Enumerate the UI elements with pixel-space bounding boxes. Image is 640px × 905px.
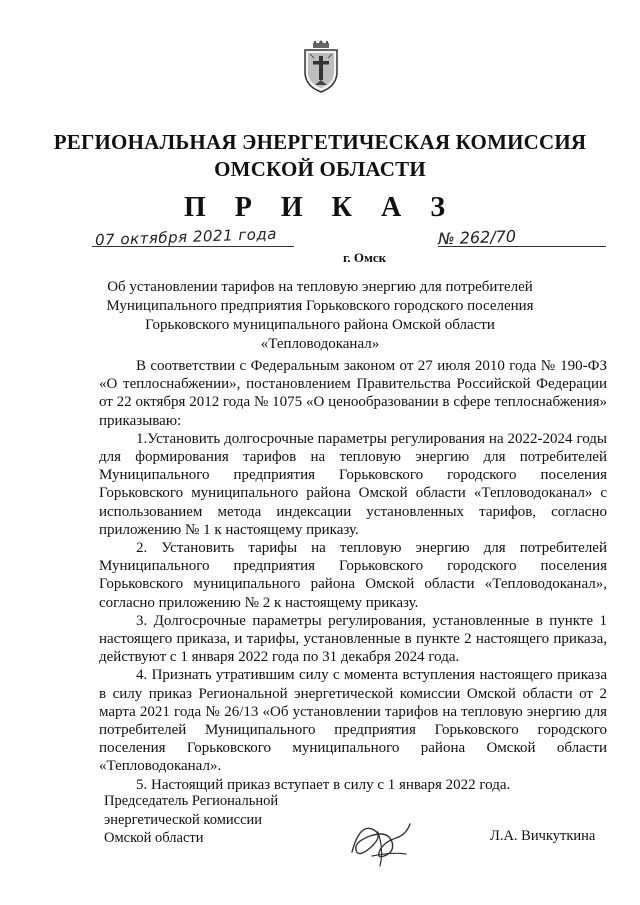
order-item-1: 1.Установить долгосрочные параметры регулирования на 2022-2024 годы для формирования тарифов на тепловую энергию для потребителей Муниципального предприятия Горьковского городского поселения Горьковского муниципального района Омской области «Тепловодоканал» с использованием метода индексации установленных тарифов, согласно приложению № 1 к настоящему приказу. [99, 430, 607, 538]
coat-of-arms-icon [302, 38, 340, 94]
document-date: 07 октября 2021 года [94, 224, 278, 250]
preamble-paragraph: В соответствии с Федеральным законом от 27 июля 2010 года № 190-ФЗ «О теплоснабжении», постановлением Правительства Российской Федерации от 22 октября 2012 года № 1075 «О ценообразовании в сфере теплоснабжения» приказываю: [99, 358, 607, 429]
order-item-4: 4. Признать утратившим силу с момента вступления настоящего приказа в силу приказ Региональной энергетической комиссии Омской области от 2 марта 2021 года № 26/13 «Об установлении тарифов на тепловую энергию для потребителей Муниципального предприятия Горьковского городского поселения Горьковского муниципального района Омской области «Тепловодоканал». [99, 667, 607, 775]
document-number: № 262/70 [437, 226, 517, 249]
organization-region: ОМСКОЙ ОБЛАСТИ [214, 157, 426, 181]
signatory-name: Л.А. Вичкуткина [490, 828, 596, 844]
order-item-5: 5. Настоящий приказ вступает в силу с 1 января 2022 года. [136, 776, 511, 793]
document-subject [90, 278, 550, 354]
document-type: П Р И К А З [184, 192, 456, 223]
subject-line: Муниципального предприятия Горьковского городского поселения [106, 298, 534, 314]
order-item-3: 3. Долгосрочные параметры регулирования, установленные в пункте 1 настоящего приказа, и тарифы, установленные в пункте 2 настоящего приказа, действуют с 1 января 2022 года по 31 декабря 2024 года. [99, 612, 607, 666]
number-underline [438, 246, 606, 247]
subject-line: Об установлении тарифов на тепловую энергию для потребителей [107, 279, 533, 295]
signatory-title-line: энергетической комиссии [104, 811, 263, 828]
organization-name: РЕГИОНАЛЬНАЯ ЭНЕРГЕТИЧЕСКАЯ КОМИССИЯ [53, 130, 587, 154]
subject-line: Горьковского муниципального района Омской области [145, 317, 495, 333]
document-body [99, 357, 607, 794]
signatory-title-line: Омской области [104, 830, 204, 846]
subject-line: «Тепловодоканал» [260, 336, 380, 352]
handwritten-signature-icon [342, 812, 427, 874]
document-city: г. Омск [343, 250, 387, 265]
order-item-2: 2. Установить тарифы на тепловую энергию для потребителей Муниципального предприятия Горьковского городского поселения Горьковского муниципального района Омской области «Тепловодоканал», согласно приложению № 2 к настоящему приказу. [99, 540, 607, 611]
date-underline [92, 246, 294, 247]
signatory-title-line: Председатель Региональной [104, 793, 279, 809]
signatory-title [104, 792, 278, 848]
